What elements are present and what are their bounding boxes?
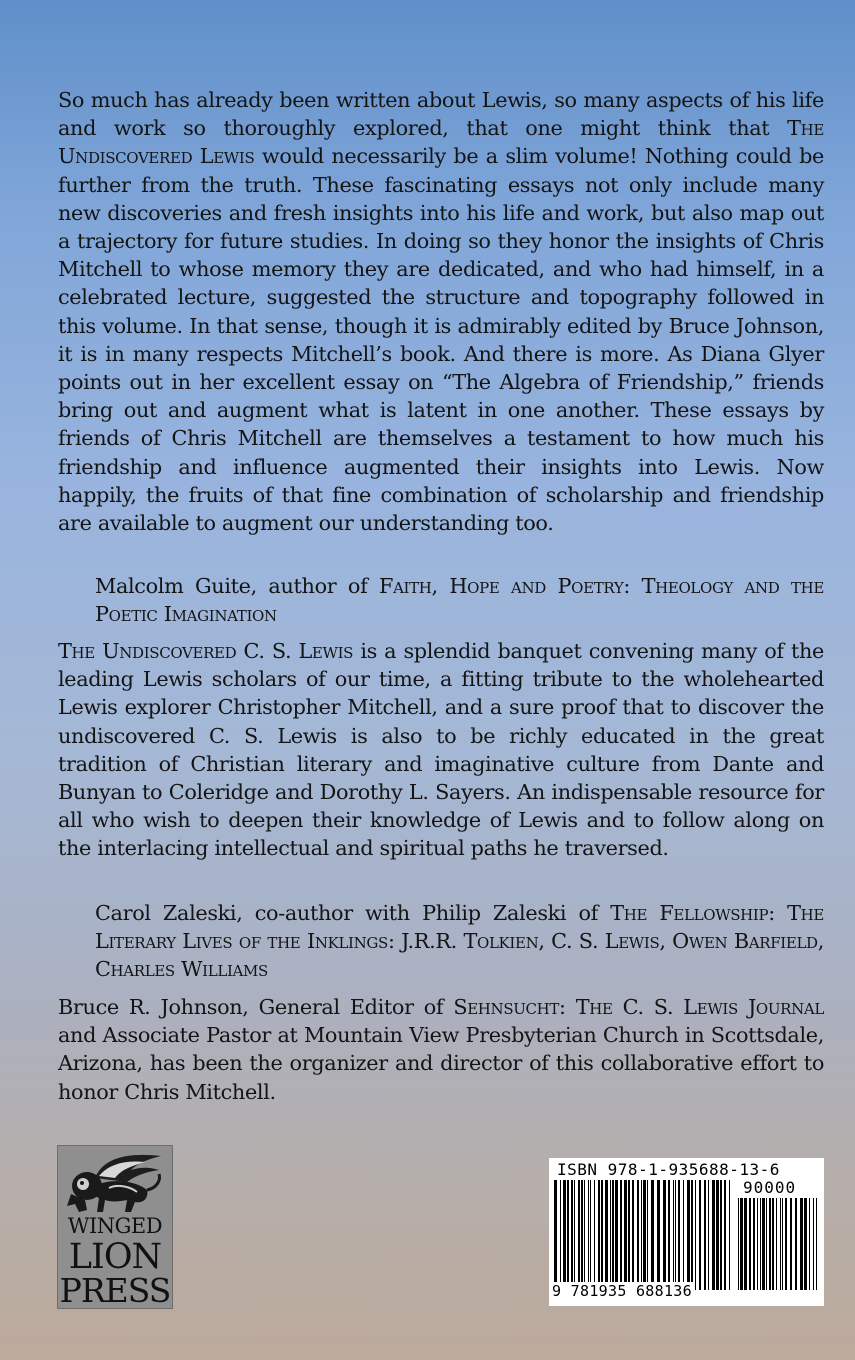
barcode-bar — [663, 1180, 666, 1290]
barcode-bar — [800, 1198, 803, 1290]
book-title-undiscovered-lewis: The Undiscovered Lewis — [58, 116, 824, 169]
barcode-bar — [554, 1180, 557, 1290]
barcode-bar — [643, 1180, 646, 1290]
barcode-bar — [753, 1198, 755, 1290]
attribution1-book: Faith, Hope and Poetry: Theology and the Poetic Imagination — [95, 574, 824, 627]
barcode-bar — [720, 1180, 722, 1290]
barcode-bar — [813, 1198, 814, 1290]
blurb2-text: is a splendid banquet convening many of the leading Lewis scholars of our time, a fitting tribute to the wholehearted Lewis explorer Christopher Mitchell, and a sure proof that to discover the undiscovered C. S. Lewis is also to be richly educated in the great tradition of Christian literary and imaginative culture from Dante and Bunyan to Coleridge and Dorothy L. Sayers. An indispensable resource for all who wish to deepen their knowledge of Lewis and to follow along on the interlacing intellectual and spiritual paths he traversed. — [58, 639, 824, 861]
barcode-bar — [716, 1180, 719, 1290]
barcode-bar — [594, 1180, 595, 1290]
barcode-bar — [657, 1180, 660, 1290]
barcode-bar — [574, 1180, 575, 1290]
barcode-bar — [610, 1180, 611, 1290]
barcode-bar — [605, 1180, 608, 1290]
barcode-bar — [675, 1180, 676, 1290]
barcode-bar — [628, 1180, 630, 1290]
barcode-bar — [678, 1180, 680, 1290]
editor-text-b: and Associate Pastor at Mountain View Presbyterian Church in Scottsdale, Arizona, has been the organizer and director of this collaborative effort to honor Chris Mitchell. — [58, 1023, 824, 1104]
barcode-bar — [612, 1180, 614, 1290]
winged-lion-icon — [65, 1150, 165, 1216]
barcode-bar — [588, 1180, 589, 1290]
barcode-bar — [744, 1198, 747, 1290]
price-addon-bars — [738, 1198, 818, 1290]
barcode-bar — [760, 1198, 761, 1290]
barcode-bar — [571, 1180, 573, 1290]
publisher-name-line3: PRESS — [59, 1271, 171, 1310]
barcode-bar — [776, 1198, 777, 1290]
attribution-malcolm-guite — [58, 572, 824, 628]
barcode-bar — [704, 1180, 706, 1290]
barcode-bar — [790, 1198, 792, 1290]
isbn-number: ISBN 978-1-935688-13-6 — [557, 1160, 780, 1179]
attribution-carol-zaleski — [58, 899, 824, 984]
blurb1-text-b: would necessarily be a slim volume! Nothing could be further from the truth. These fascinating essays not only include many new discoveries and fresh insights into his life and work, but also map out a trajectory for future studies. In doing so they honor the insights of Chris Mitchell to whose memory they are dedicated, and who had himself, in a celebrated lecture, suggested the structure and topography followed in this volume. In that sense, though it is admirably edited by Bruce Johnson, it is in many respects Mitchell’s book. And there is more. As Diana Glyer points out in her excellent essay on “The Algebra of Friendship,” friends bring out and augment what is latent in one another. These essays by friends of Chris Mitchell are themselves a testament to how much his friendship and influence augmented their insights into Lewis. Now happily, the fruits of that fine combination of scholarship and friendship are available to augment our understanding too. — [58, 144, 824, 536]
attribution2-name: Carol Zaleski, co-author with Philip Zaleski of — [95, 901, 611, 925]
barcode-bar — [683, 1180, 684, 1290]
barcode-bar — [567, 1180, 569, 1290]
barcode-bar — [624, 1180, 627, 1290]
barcode-bar — [641, 1180, 642, 1290]
attribution2-book: The Fellowship: The Literary Lives of the Inklings: J.R.R. Tolkien, C. S. Lewis, Owen Barfield, Charles Williams — [95, 901, 824, 982]
barcode-bar — [762, 1198, 765, 1290]
editor-bio — [58, 993, 824, 1106]
barcode-bar — [578, 1180, 580, 1290]
barcode-bar — [590, 1180, 591, 1290]
publisher-logo — [57, 1145, 173, 1309]
barcode-bar — [816, 1198, 817, 1290]
blurb-carol-zaleski — [58, 637, 824, 863]
book-title-undiscovered-cs-lewis: The Undiscovered C. S. Lewis — [58, 639, 354, 663]
barcode-bar — [782, 1198, 783, 1290]
barcode-bar — [769, 1198, 771, 1290]
barcode-bar — [712, 1180, 715, 1290]
barcode-bar — [560, 1180, 561, 1290]
barcode-bar — [724, 1180, 726, 1290]
barcode-bar — [729, 1180, 730, 1290]
barcode-bar — [651, 1180, 654, 1290]
barcode-bar — [687, 1180, 690, 1290]
publisher-name-line1: WINGED — [67, 1214, 163, 1238]
barcode-bar — [601, 1180, 603, 1290]
ean-barcode-bars — [554, 1180, 732, 1290]
barcode-bar — [647, 1180, 648, 1290]
barcode-bar — [738, 1198, 739, 1290]
barcode-bar — [668, 1180, 670, 1290]
barcode-bar — [766, 1198, 767, 1290]
journal-title: Sehnsucht: The C. S. Lewis Journal — [453, 995, 824, 1019]
barcode-bar — [757, 1198, 758, 1290]
barcode-bar — [581, 1180, 583, 1290]
barcode-bar — [699, 1180, 701, 1290]
barcode-bar — [772, 1198, 774, 1290]
barcode-bar — [809, 1198, 810, 1290]
barcode-bar — [637, 1180, 639, 1290]
barcode-bar — [795, 1198, 797, 1290]
publisher-name-line2: LION — [68, 1237, 162, 1277]
barcode-bar — [584, 1180, 585, 1290]
barcode-bar — [749, 1198, 751, 1290]
barcode-bar — [740, 1198, 743, 1290]
barcode-bar — [563, 1180, 566, 1290]
attribution1-name: Malcolm Guite, author of — [95, 574, 379, 598]
barcode-bar — [695, 1180, 696, 1290]
price-code: 90000 — [743, 1178, 797, 1197]
barcode-bar — [673, 1180, 674, 1290]
barcode-bar — [780, 1198, 781, 1290]
barcode-bar — [708, 1180, 709, 1290]
barcode-bar — [785, 1198, 787, 1290]
editor-text-a: Bruce R. Johnson, General Editor of — [58, 995, 454, 1019]
barcode-bar — [620, 1180, 622, 1290]
blurb-malcolm-guite — [58, 86, 824, 537]
barcode-bar — [598, 1180, 600, 1290]
barcode-bar — [632, 1180, 634, 1290]
barcode-bar — [691, 1180, 693, 1290]
blurb1-text-a: So much has already been written about Lewis, so many aspects of his life and work so thoroughly explored, that one might think that — [58, 88, 824, 141]
ean-digits: 9 781935 688136 — [552, 1282, 692, 1300]
isbn-barcode — [549, 1158, 824, 1306]
barcode-bar — [615, 1180, 618, 1290]
barcode-bar — [804, 1198, 807, 1290]
